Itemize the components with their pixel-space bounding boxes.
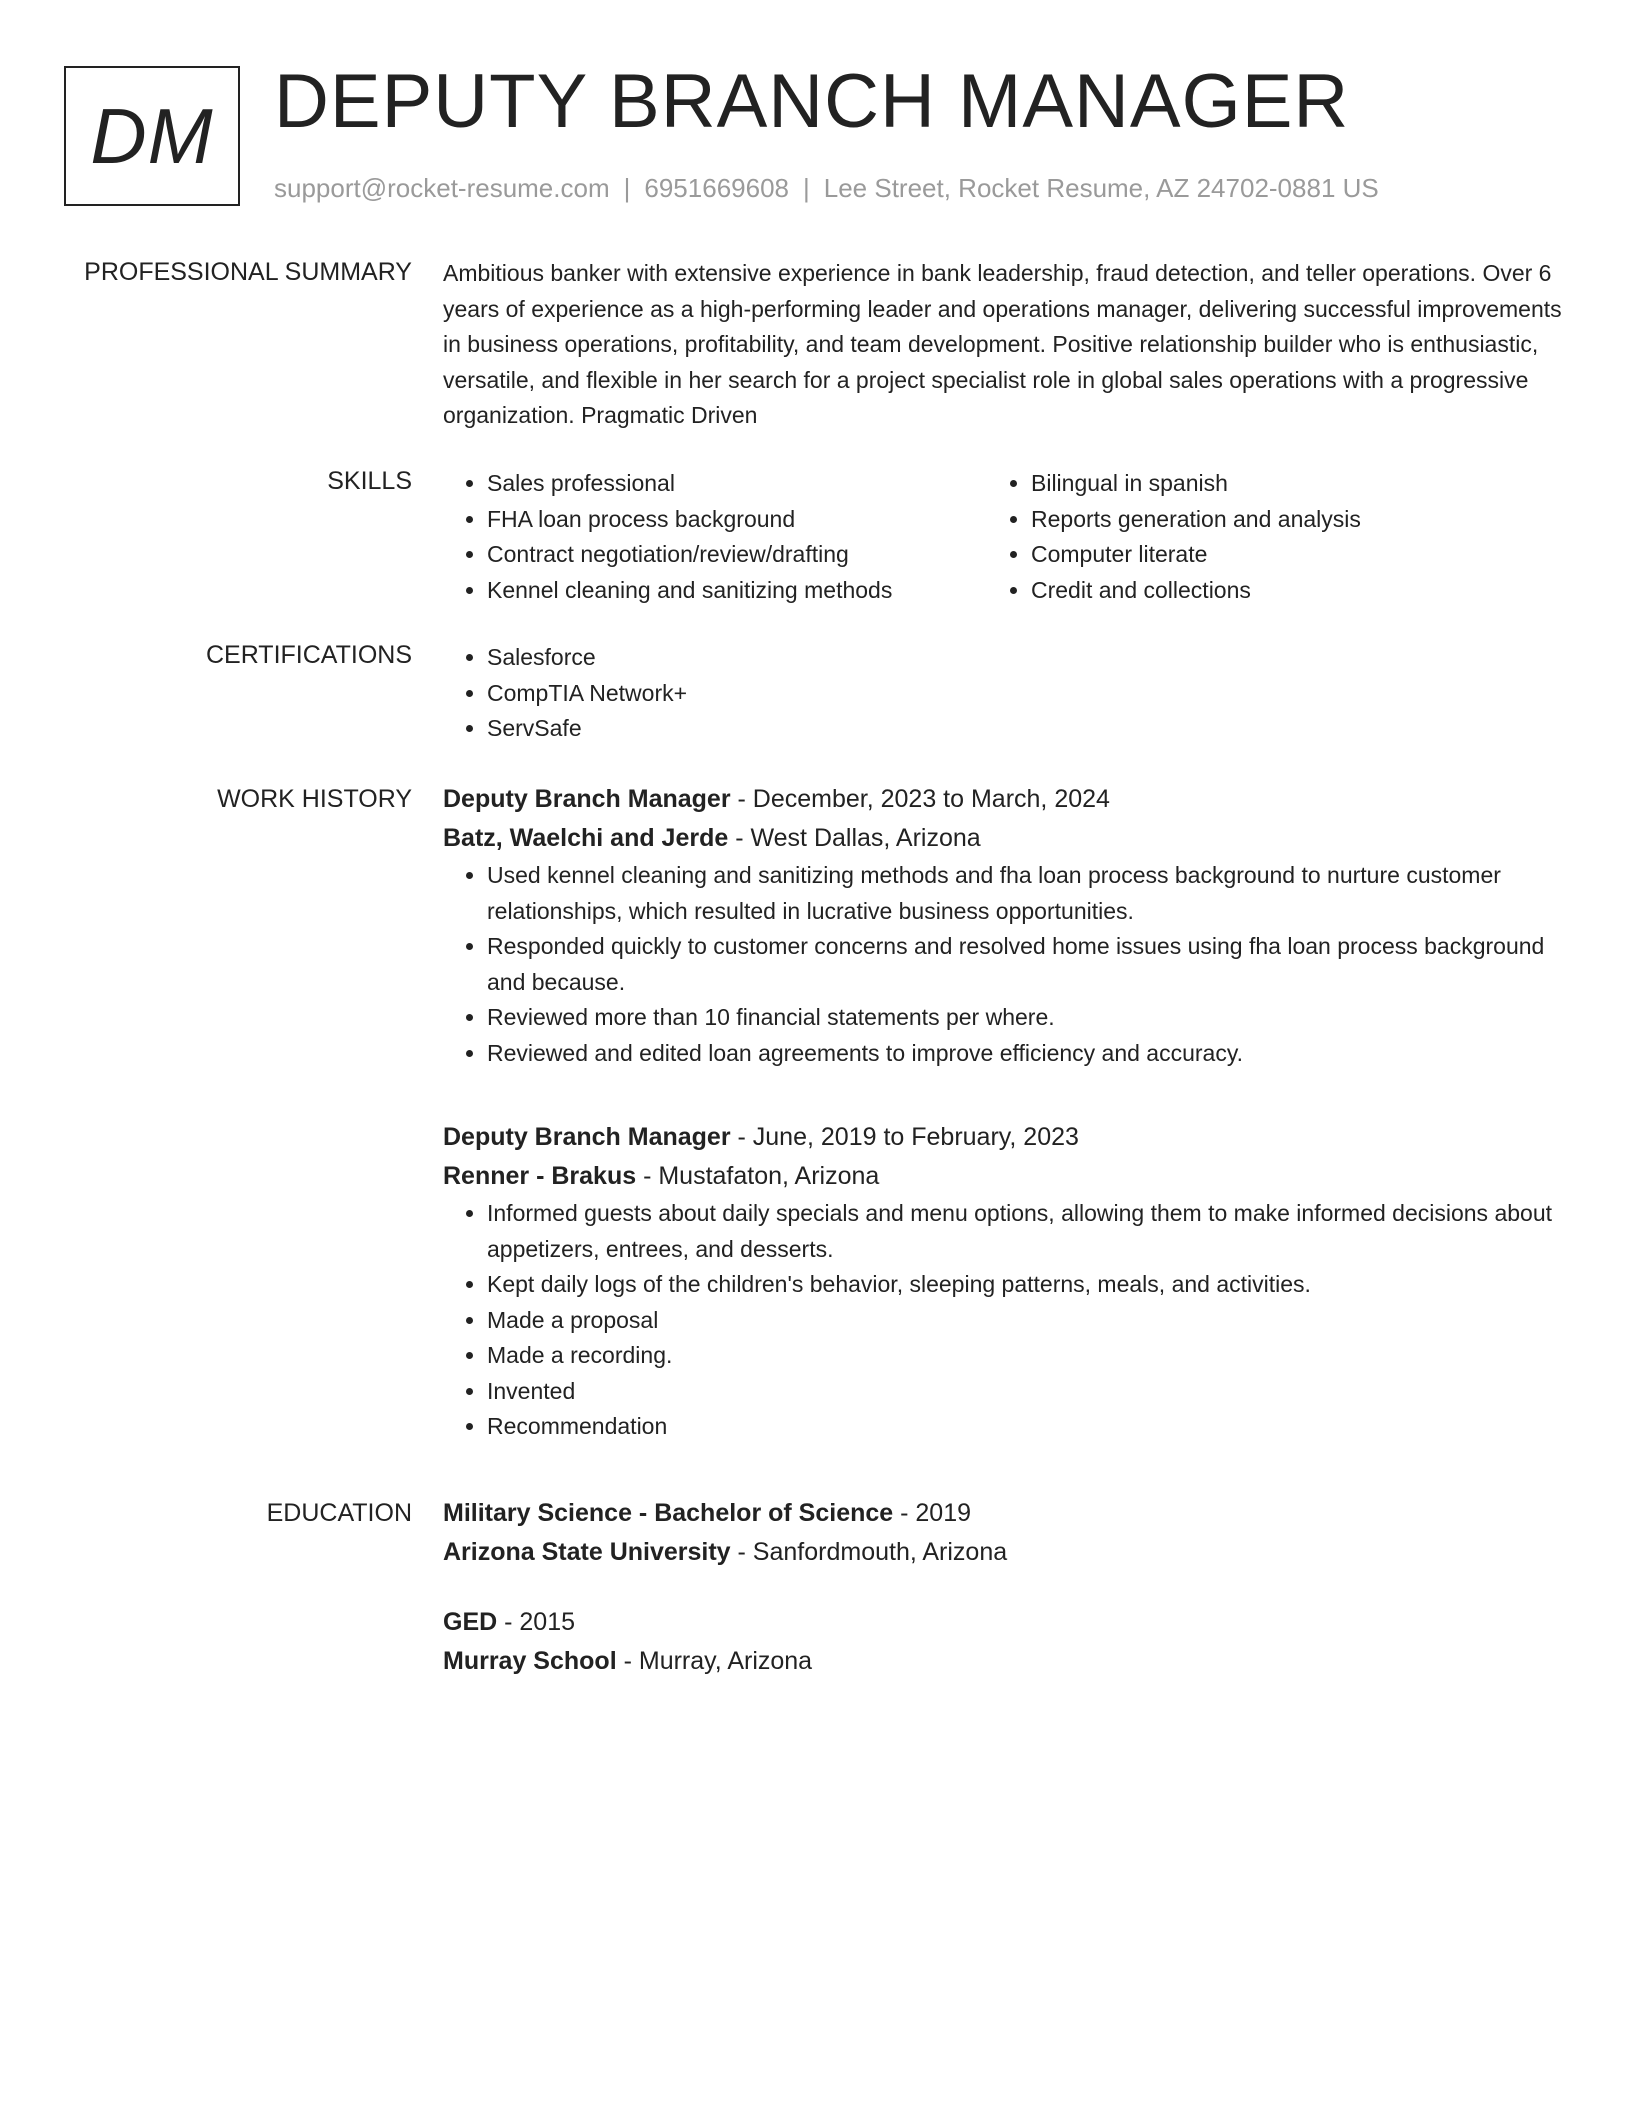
skill-item: • FHA loan process background — [487, 502, 987, 538]
degree-year: - 2019 — [893, 1499, 972, 1527]
education-entry-1 — [443, 1494, 1563, 1572]
job-bullet: • Informed guests about daily specials and menu options, allowing them to make informed decisions about appetizers, entrees, and desserts. — [487, 1196, 1563, 1267]
job-dates: - December, 2023 to March, 2024 — [730, 785, 1110, 813]
contact-email: support@rocket-resume.com — [274, 173, 610, 203]
school-line — [443, 1533, 1563, 1572]
skill-item: • Bilingual in spanish — [1031, 466, 1531, 502]
summary-heading: PROFESSIONAL SUMMARY — [84, 258, 412, 286]
certification-item: • Salesforce — [487, 640, 1563, 676]
job-bullet: • Used kennel cleaning and sanitizing methods and fha loan process background to nurture customer relationships, which resulted in lucrative business opportunities. — [487, 858, 1563, 929]
skills-section — [443, 466, 1563, 608]
school-name: Murray School — [443, 1647, 617, 1675]
job-title-line — [443, 1118, 1563, 1157]
skills-list-left — [443, 466, 987, 608]
skill-item: • Sales professional — [487, 466, 987, 502]
school-line — [443, 1642, 1563, 1681]
certification-item: • ServSafe — [487, 711, 1563, 747]
contact-separator: | — [623, 173, 631, 203]
skills-heading: SKILLS — [327, 467, 412, 495]
degree-line — [443, 1494, 1563, 1533]
job-bullet: • Kept daily logs of the children's behavior, sleeping patterns, meals, and activities. — [487, 1267, 1563, 1303]
certification-item: • CompTIA Network+ — [487, 676, 1563, 712]
skill-item: • Contract negotiation/review/drafting — [487, 537, 987, 573]
job-company: Renner - Brakus — [443, 1162, 637, 1190]
school-location: - Murray, Arizona — [616, 1647, 813, 1675]
contact-separator: | — [803, 173, 810, 203]
school-name: Arizona State University — [443, 1538, 731, 1566]
job-location: - West Dallas, Arizona — [728, 824, 981, 852]
job-company: Batz, Waelchi and Jerde — [443, 824, 729, 852]
job-bullet: • Responded quickly to customer concerns and resolved home issues using fha loan process background and because. — [487, 929, 1563, 1000]
work-history-heading: WORK HISTORY — [217, 785, 412, 813]
skills-list-right — [987, 466, 1531, 608]
job-location: - Mustafaton, Arizona — [636, 1162, 880, 1190]
certifications-section — [443, 640, 1563, 747]
contact-phone: 6951669608 — [644, 173, 789, 203]
job-bullet: • Invented — [487, 1374, 1563, 1410]
degree-name: Military Science - Bachelor of Science — [443, 1499, 894, 1527]
work-job-2 — [443, 1118, 1563, 1445]
job-title: Deputy Branch Manager — [443, 1123, 731, 1151]
work-job-1 — [443, 780, 1563, 1071]
job-bullet: • Reviewed and edited loan agreements to improve efficiency and accuracy. — [487, 1036, 1563, 1072]
school-location: - Sanfordmouth, Arizona — [730, 1538, 1008, 1566]
degree-line — [443, 1603, 1563, 1642]
summary-text: Ambitious banker with extensive experience in bank leadership, fraud detection, and teller operations. Over 6 years of experience as a high-performing leader and operations manager, delivering successful improvements in business operations, profitability, and team development. Positive relationship builder who is enthusiastic, versatile, and flexible in her search for a project specialist role in global sales operations with a progressive organization. Pragmatic Driven — [443, 260, 1562, 428]
skill-item: • Credit and collections — [1031, 573, 1531, 609]
job-company-line — [443, 1157, 1563, 1196]
education-entry-2 — [443, 1603, 1563, 1681]
job-title: Deputy Branch Manager — [443, 785, 731, 813]
education-heading: EDUCATION — [266, 1499, 412, 1527]
degree-year: - 2015 — [497, 1608, 576, 1636]
summary-section — [443, 256, 1563, 434]
certifications-heading: CERTIFICATIONS — [205, 641, 412, 669]
skill-item: • Computer literate — [1031, 537, 1531, 573]
job-dates: - June, 2019 to February, 2023 — [730, 1123, 1079, 1151]
job-bullet: • Made a proposal — [487, 1303, 1563, 1339]
monogram: DM — [64, 66, 240, 206]
job-bullet: • Recommendation — [487, 1409, 1563, 1445]
job-bullets — [443, 1196, 1563, 1445]
contact-line — [274, 172, 1379, 204]
job-company-line — [443, 819, 1563, 858]
job-title-line — [443, 780, 1563, 819]
skill-item: • Kennel cleaning and sanitizing methods — [487, 573, 987, 609]
degree-name: GED — [443, 1608, 498, 1636]
certifications-list — [443, 640, 1563, 747]
job-bullet: • Reviewed more than 10 financial statements per where. — [487, 1000, 1563, 1036]
job-bullets — [443, 858, 1563, 1071]
resume-title: DEPUTY BRANCH MANAGER — [274, 59, 1350, 144]
contact-address: Lee Street, Rocket Resume, AZ 24702-0881 US — [823, 173, 1379, 203]
job-bullet: • Made a recording. — [487, 1338, 1563, 1374]
skill-item: • Reports generation and analysis — [1031, 502, 1531, 538]
